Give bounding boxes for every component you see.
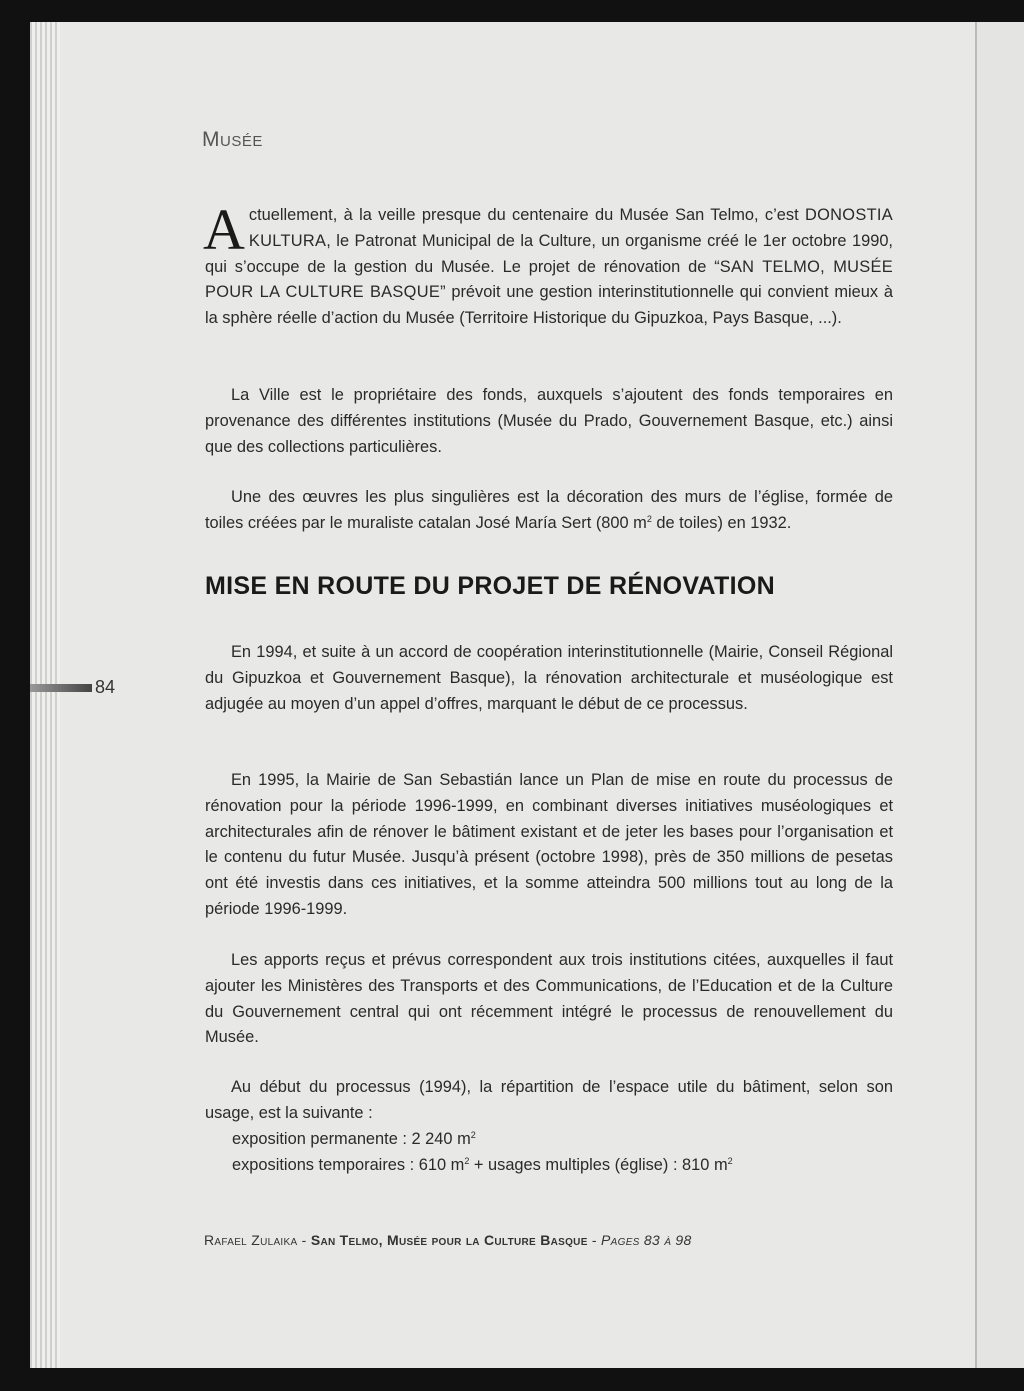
footer-title: San Telmo, Musée pour la Culture Basque xyxy=(310,1232,588,1248)
text: expositions temporaires : 610 m xyxy=(232,1156,465,1174)
page-number: 84 xyxy=(95,677,116,697)
footer-author: Rafael Zulaika xyxy=(204,1232,298,1248)
facing-page-edge xyxy=(975,22,1024,1368)
text: de toiles) en 1932. xyxy=(651,513,792,532)
text: Une des œuvres les plus singulières est la décoration des murs de l’église, formée de toiles créées par le muraliste catalan José María Sert (800 m xyxy=(205,488,893,532)
section-paragraph-4: Au début du processus (1994), la répartition de l’espace utile du bâtiment, selon son usage, est la suivante : xyxy=(205,1078,893,1122)
page-footer xyxy=(204,1232,692,1248)
list-item xyxy=(232,1153,733,1179)
section-paragraph-2: En 1995, la Mairie de San Sebastián lance un Plan de mise en route du processus de rénovation pour la période 1996-1999, en combinant diverses initiatives muséologiques et architecturales afin de rénover le bâtiment existant et de jeter les bases pour l’organisation et le contenu du futur Musée. Jusqu’à présent (octobre 1998), près de 350 millions de pesetas ont été investis dans ces initiatives, et la somme atteindra 500 millions tout au long de la période 1996-1999. xyxy=(205,771,893,918)
footer-pages: Pages 83 à 98 xyxy=(601,1232,692,1248)
intro-paragraph-1 xyxy=(203,197,893,332)
section-paragraph-3: Les apports reçus et prévus correspondent aux trois institutions citées, auxquelles il faut ajouter les Ministères des Transports et des Communications, de l’Education et de la Culture du Gouvernement central qui ont récemment intégré le processus de renouvellement du Musée. xyxy=(205,951,893,1047)
superscript: 2 xyxy=(470,1130,476,1140)
list-item xyxy=(232,1127,476,1153)
page-number-bar xyxy=(30,684,92,692)
footer-separator: - xyxy=(591,1232,602,1248)
text: ctuellement, à la veille presque du centenaire du Musée San Telmo, c’est xyxy=(248,206,805,224)
organization-name: DONOSTIA KULTURA xyxy=(248,206,893,250)
text: + usages multiples (église) : 810 m xyxy=(469,1156,728,1174)
running-title: Musée xyxy=(202,128,263,151)
superscript: 2 xyxy=(727,1156,733,1166)
section-paragraph-1: En 1994, et suite à un accord de coopération interinstitutionnelle (Mairie, Conseil Régional du Gipuzkoa et Gouvernement Basque), la rénovation architecturale et muséologique est adjugée au moyen d’un appel d’offres, marquant le début de ce processus. xyxy=(205,643,893,713)
stacked-page-edges xyxy=(30,22,60,1368)
text: ” prévoit une gestion interinstitutionnelle qui convient mieux à la sphère réelle d’action du Musée (Territoire Historique du Gipuzkoa, Pays Basque, ...). xyxy=(205,283,893,328)
project-name: SAN TELMO, MUSÉE POUR LA CULTURE BASQUE xyxy=(205,257,893,302)
text: , le Patronat Municipal de la Culture, un organisme créé le 1er octobre 1990, qui s’occupe de la gestion du Musée. Le projet de rénovation de “ xyxy=(205,231,893,276)
intro-paragraph-3 xyxy=(205,485,893,537)
text: exposition permanente : 2 240 m xyxy=(232,1130,471,1148)
footer-separator: - xyxy=(301,1232,311,1248)
superscript: 2 xyxy=(464,1156,470,1166)
section-heading: MISE EN ROUTE DU PROJET DE RÉNOVATION xyxy=(205,572,775,600)
drop-cap: A xyxy=(203,197,245,262)
superscript: 2 xyxy=(646,513,652,524)
intro-paragraph-2: La Ville est le propriétaire des fonds, auxquels s’ajoutent des fonds temporaires en provenance des différentes institutions (Musée du Prado, Gouvernement Basque, etc.) ainsi que des collections particulières. xyxy=(205,386,893,456)
